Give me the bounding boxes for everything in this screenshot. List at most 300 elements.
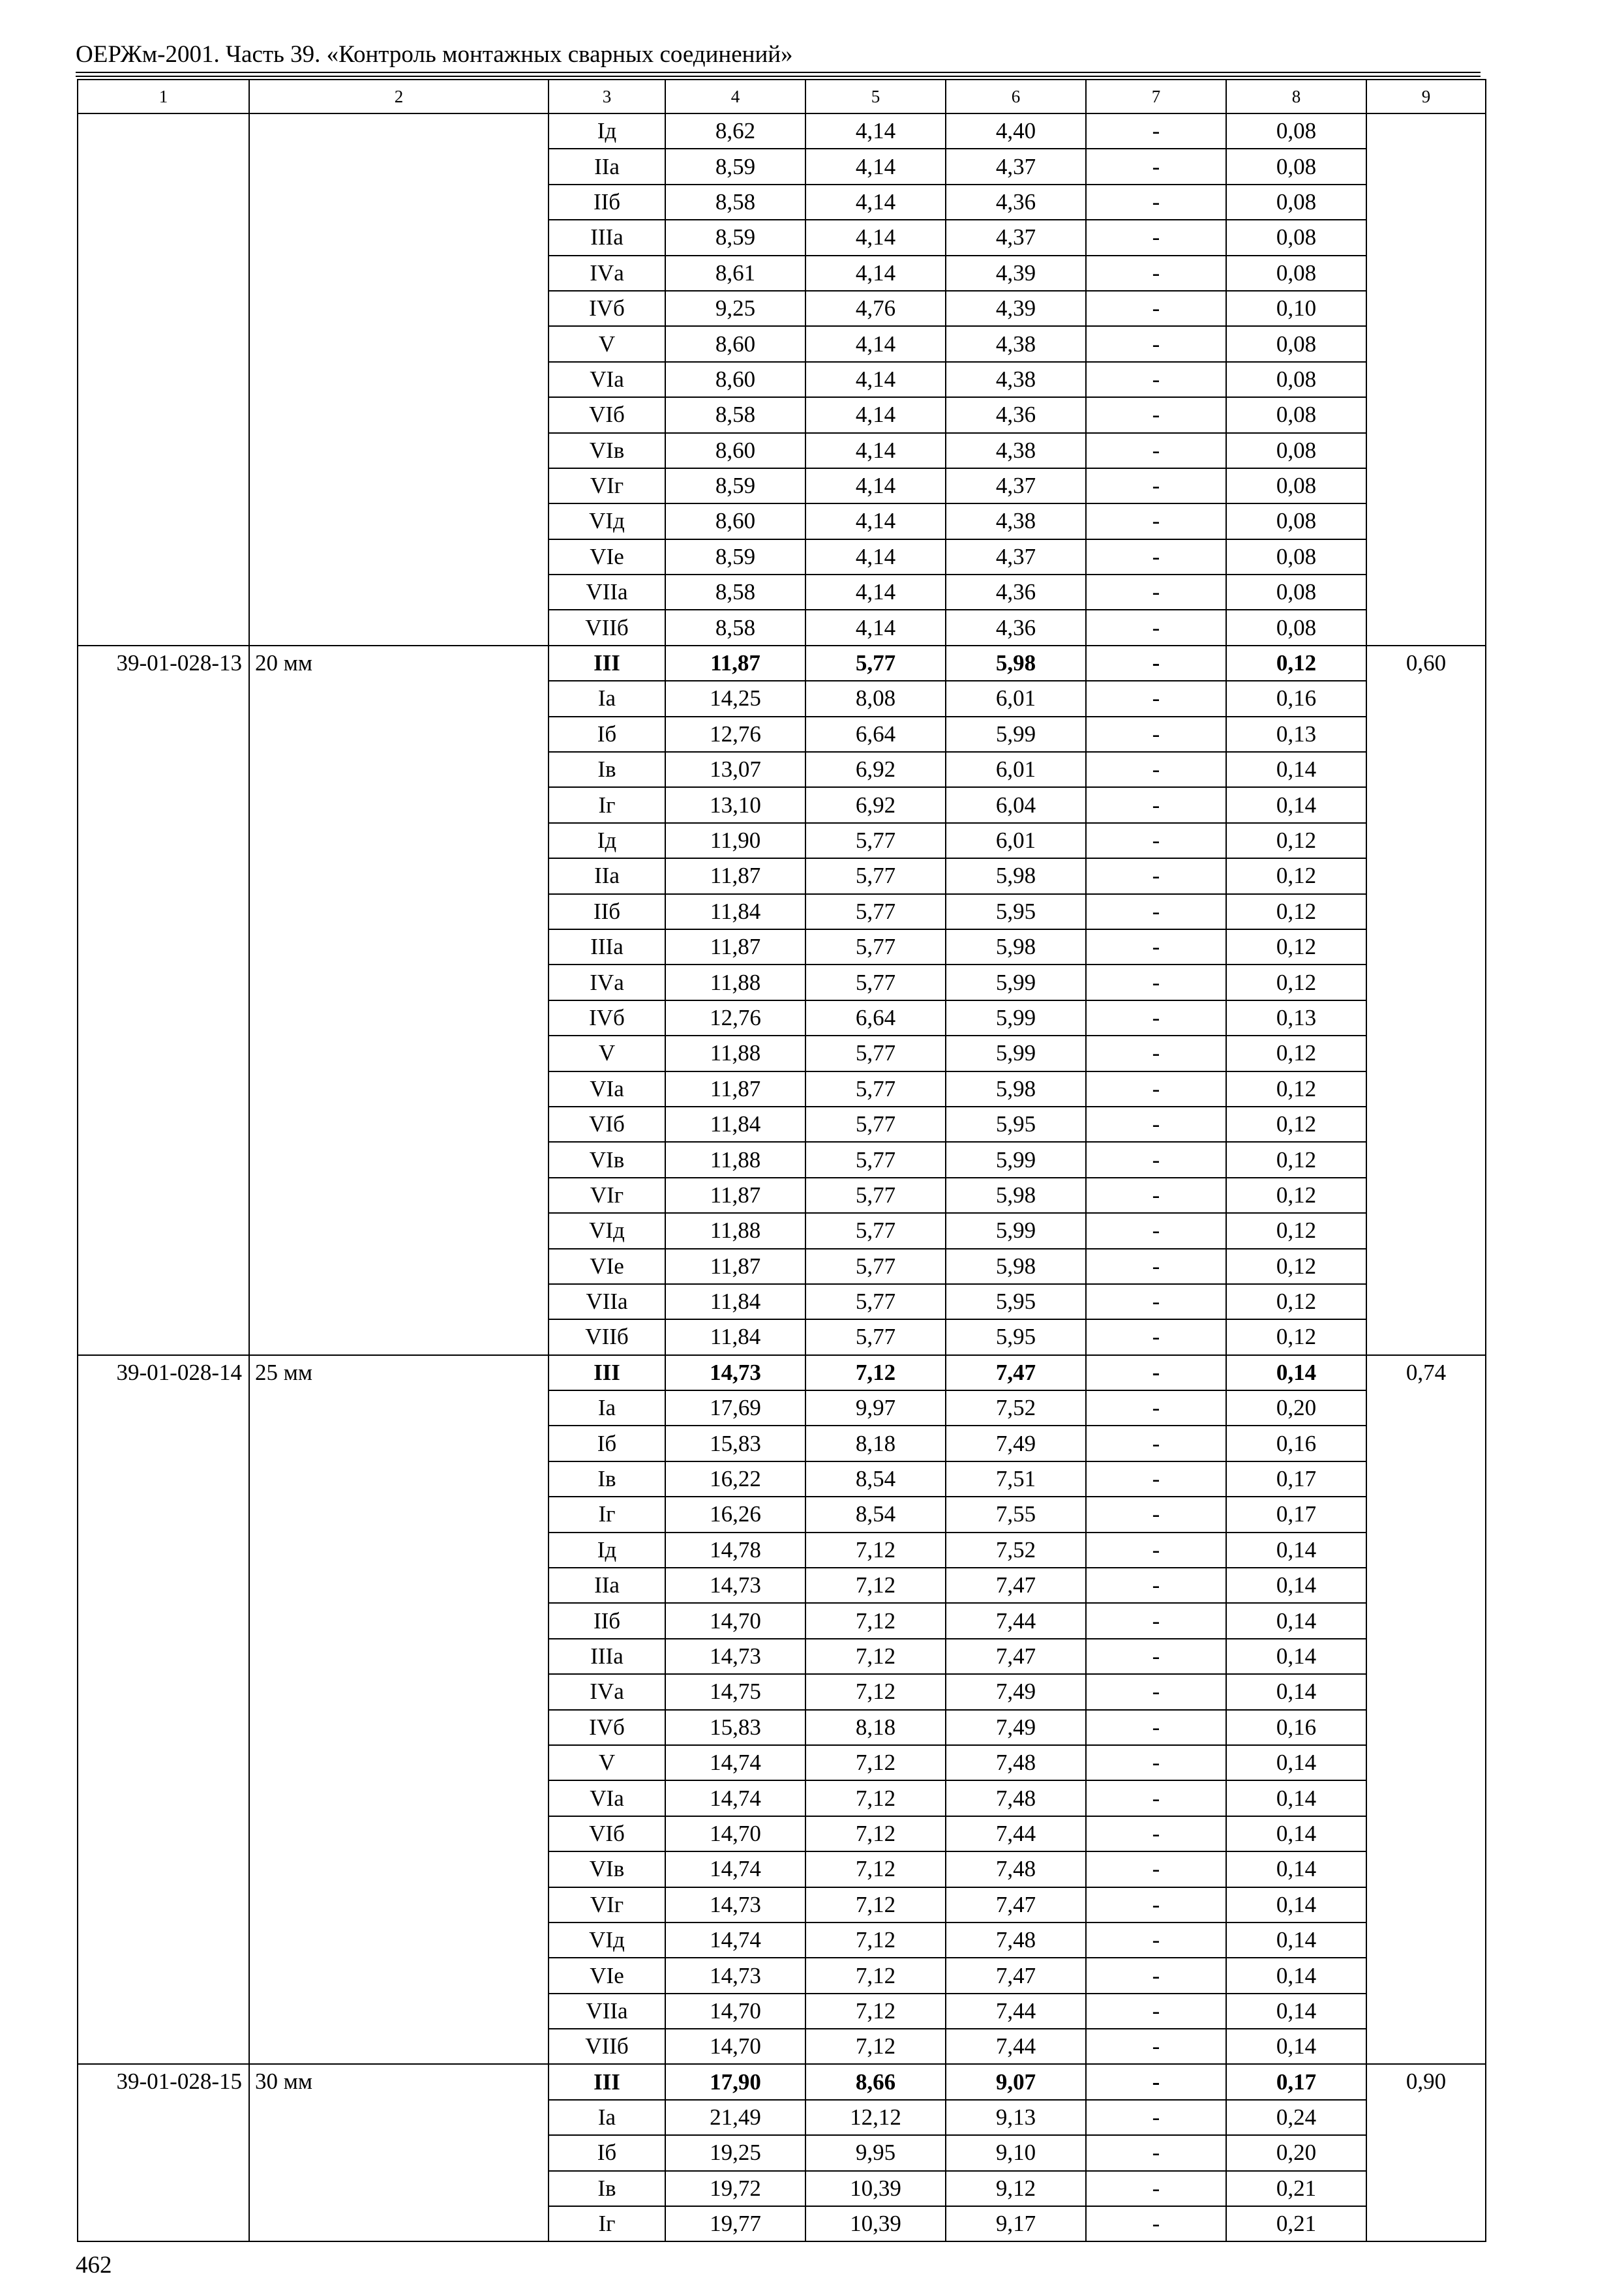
cell-col-4: 14,74 — [665, 1851, 805, 1887]
name-cell: 20 мм — [249, 646, 549, 1355]
cell-col-3: III — [549, 646, 665, 681]
cell-col-8: 0,12 — [1226, 823, 1366, 858]
column-number-6: 6 — [946, 80, 1086, 113]
cell-col-5: 7,12 — [805, 1816, 946, 1851]
cell-col-4: 14,73 — [665, 1887, 805, 1922]
cell-col-5: 8,54 — [805, 1461, 946, 1497]
cell-col-4: 15,83 — [665, 1426, 805, 1461]
cell-col-6: 6,04 — [946, 787, 1086, 822]
cell-col-6: 7,47 — [946, 1639, 1086, 1674]
cell-col-6: 7,49 — [946, 1674, 1086, 1709]
cell-col-6: 7,44 — [946, 1603, 1086, 1638]
cell-col-4: 14,73 — [665, 1568, 805, 1603]
table-body — [78, 80, 1486, 2241]
cell-col-3: IVб — [549, 291, 665, 326]
cell-col-3: Iг — [549, 1497, 665, 1532]
cell-col-8: 0,08 — [1226, 575, 1366, 610]
cell-col-8: 0,08 — [1226, 326, 1366, 361]
cell-col-8: 0,12 — [1226, 1178, 1366, 1213]
cell-col-3: IIIа — [549, 929, 665, 965]
cell-col-8: 0,13 — [1226, 717, 1366, 752]
cell-col-5: 7,12 — [805, 1355, 946, 1390]
cell-col-6: 4,38 — [946, 326, 1086, 361]
cell-col-6: 4,36 — [946, 575, 1086, 610]
cell-col-4: 19,72 — [665, 2171, 805, 2206]
cell-col-5: 4,14 — [805, 185, 946, 220]
cell-col-5: 5,77 — [805, 858, 946, 893]
cell-col-7: - — [1086, 787, 1226, 822]
cell-col-5: 6,64 — [805, 717, 946, 752]
cell-col-7: - — [1086, 1958, 1226, 1993]
cell-col-3: IVа — [549, 256, 665, 291]
cell-col-5: 4,14 — [805, 433, 946, 468]
cell-col-3: IIб — [549, 894, 665, 929]
cell-col-4: 19,25 — [665, 2135, 805, 2170]
cell-col-8: 0,12 — [1226, 1107, 1366, 1142]
cell-col-4: 8,60 — [665, 433, 805, 468]
cell-col-5: 8,18 — [805, 1426, 946, 1461]
cell-col-6: 7,48 — [946, 1922, 1086, 1958]
code-cell-empty — [78, 113, 249, 646]
cell-col-7: - — [1086, 149, 1226, 184]
cell-col-6: 5,95 — [946, 894, 1086, 929]
cell-col-3: VIIб — [549, 610, 665, 645]
cell-col-8: 0,20 — [1226, 2135, 1366, 2170]
cell-col-4: 11,88 — [665, 1142, 805, 1177]
column-number-3: 3 — [549, 80, 665, 113]
cell-col-5: 5,77 — [805, 894, 946, 929]
cell-col-8: 0,12 — [1226, 1142, 1366, 1177]
cell-col-8: 0,12 — [1226, 965, 1366, 1000]
cell-col-6: 4,40 — [946, 113, 1086, 149]
cell-col-8: 0,08 — [1226, 610, 1366, 645]
cell-col-7: - — [1086, 1426, 1226, 1461]
column-number-1: 1 — [78, 80, 249, 113]
cell-col-7: - — [1086, 539, 1226, 575]
cell-col-4: 14,73 — [665, 1355, 805, 1390]
name-cell: 25 мм — [249, 1355, 549, 2065]
cell-col-3: IIб — [549, 1603, 665, 1638]
cell-col-7: - — [1086, 1568, 1226, 1603]
cell-col-5: 7,12 — [805, 1922, 946, 1958]
cell-col-3: IVа — [549, 1674, 665, 1709]
cell-col-4: 21,49 — [665, 2100, 805, 2135]
cell-col-7: - — [1086, 1461, 1226, 1497]
cell-col-7: - — [1086, 1319, 1226, 1354]
cell-col-6: 9,12 — [946, 2171, 1086, 2206]
cell-col-5: 12,12 — [805, 2100, 946, 2135]
cell-col-6: 5,98 — [946, 646, 1086, 681]
cell-col-6: 5,98 — [946, 858, 1086, 893]
cell-col-7: - — [1086, 1603, 1226, 1638]
cell-col-4: 8,58 — [665, 610, 805, 645]
cell-col-8: 0,08 — [1226, 362, 1366, 397]
cell-col-5: 4,14 — [805, 256, 946, 291]
cell-col-4: 14,25 — [665, 681, 805, 716]
cell-col-6: 7,49 — [946, 1710, 1086, 1745]
cell-col-7: - — [1086, 468, 1226, 503]
cell-col-4: 8,61 — [665, 256, 805, 291]
cell-col-5: 7,12 — [805, 1568, 946, 1603]
cell-col-8: 0,14 — [1226, 1568, 1366, 1603]
cell-col-6: 7,47 — [946, 1568, 1086, 1603]
cell-col-4: 12,76 — [665, 717, 805, 752]
cell-col-8: 0,14 — [1226, 1922, 1366, 1958]
cell-col-8: 0,13 — [1226, 1000, 1366, 1036]
cell-col-8: 0,14 — [1226, 2029, 1366, 2064]
cell-col-8: 0,14 — [1226, 1816, 1366, 1851]
cell-col-8: 0,14 — [1226, 1851, 1366, 1887]
cell-col-5: 7,12 — [805, 1887, 946, 1922]
cell-col-5: 5,77 — [805, 1071, 946, 1107]
cell-col-4: 8,58 — [665, 397, 805, 432]
cell-col-8: 0,17 — [1226, 1497, 1366, 1532]
cell-col-7: - — [1086, 1851, 1226, 1887]
column-number-4: 4 — [665, 80, 805, 113]
cell-col-4: 14,73 — [665, 1639, 805, 1674]
cell-col-3: VIе — [549, 539, 665, 575]
cell-col-3: VIг — [549, 1178, 665, 1213]
cell-col-6: 7,44 — [946, 1816, 1086, 1851]
cell-col-5: 5,77 — [805, 1178, 946, 1213]
cell-col-7: - — [1086, 1000, 1226, 1036]
cell-col-7: - — [1086, 362, 1226, 397]
cell-col-4: 8,58 — [665, 575, 805, 610]
cell-col-4: 11,88 — [665, 1036, 805, 1071]
cell-col-4: 11,84 — [665, 1107, 805, 1142]
cell-col-8: 0,08 — [1226, 539, 1366, 575]
cell-col-4: 11,87 — [665, 646, 805, 681]
cell-col-5: 4,14 — [805, 149, 946, 184]
cell-col-5: 4,14 — [805, 468, 946, 503]
cell-col-3: Iа — [549, 1390, 665, 1426]
cell-col-7: - — [1086, 2029, 1226, 2064]
cell-col-4: 12,76 — [665, 1000, 805, 1036]
col9-cell: 0,90 — [1366, 2064, 1486, 2241]
cell-col-8: 0,20 — [1226, 1390, 1366, 1426]
cell-col-4: 17,90 — [665, 2064, 805, 2099]
cell-col-4: 11,87 — [665, 1249, 805, 1284]
column-number-row — [78, 80, 1486, 113]
cell-col-6: 5,99 — [946, 717, 1086, 752]
cell-col-5: 4,14 — [805, 610, 946, 645]
cell-col-8: 0,16 — [1226, 681, 1366, 716]
cell-col-6: 4,36 — [946, 397, 1086, 432]
cell-col-3: III — [549, 2064, 665, 2099]
cell-col-5: 5,77 — [805, 823, 946, 858]
cell-col-4: 13,07 — [665, 752, 805, 787]
cell-col-7: - — [1086, 681, 1226, 716]
cell-col-4: 14,70 — [665, 1603, 805, 1638]
cell-col-3: VIе — [549, 1249, 665, 1284]
cell-col-8: 0,14 — [1226, 1994, 1366, 2029]
cell-col-6: 5,99 — [946, 1142, 1086, 1177]
cell-col-6: 5,99 — [946, 965, 1086, 1000]
cell-col-7: - — [1086, 220, 1226, 255]
cell-col-6: 5,99 — [946, 1213, 1086, 1248]
cell-col-8: 0,17 — [1226, 1461, 1366, 1497]
cell-col-3: Iв — [549, 2171, 665, 2206]
cell-col-5: 4,76 — [805, 291, 946, 326]
cell-col-7: - — [1086, 894, 1226, 929]
cell-col-7: - — [1086, 1284, 1226, 1319]
cell-col-8: 0,16 — [1226, 1710, 1366, 1745]
cell-col-3: VIб — [549, 397, 665, 432]
cell-col-4: 15,83 — [665, 1710, 805, 1745]
cell-col-4: 8,59 — [665, 539, 805, 575]
cell-col-7: - — [1086, 610, 1226, 645]
cell-col-6: 4,37 — [946, 220, 1086, 255]
cell-col-3: IIа — [549, 858, 665, 893]
cell-col-6: 7,47 — [946, 1355, 1086, 1390]
cell-col-4: 11,87 — [665, 858, 805, 893]
cell-col-5: 5,77 — [805, 1107, 946, 1142]
cell-col-6: 4,36 — [946, 185, 1086, 220]
cell-col-8: 0,08 — [1226, 503, 1366, 539]
cell-col-6: 4,37 — [946, 149, 1086, 184]
cell-col-5: 10,39 — [805, 2171, 946, 2206]
cell-col-5: 8,18 — [805, 1710, 946, 1745]
cell-col-6: 6,01 — [946, 823, 1086, 858]
cell-col-3: Iб — [549, 1426, 665, 1461]
cell-col-6: 7,48 — [946, 1745, 1086, 1780]
header-rule-upper — [76, 72, 1481, 73]
cell-col-6: 7,52 — [946, 1533, 1086, 1568]
cell-col-5: 4,14 — [805, 326, 946, 361]
cell-col-5: 5,77 — [805, 1284, 946, 1319]
cell-col-3: Iг — [549, 2206, 665, 2241]
cell-col-5: 7,12 — [805, 1674, 946, 1709]
cell-col-3: Iг — [549, 787, 665, 822]
cell-col-7: - — [1086, 256, 1226, 291]
cell-col-8: 0,14 — [1226, 1887, 1366, 1922]
cell-col-3: VIIа — [549, 1994, 665, 2029]
cell-col-3: Iд — [549, 113, 665, 149]
cell-col-5: 4,14 — [805, 575, 946, 610]
cell-col-5: 6,92 — [805, 752, 946, 787]
cell-col-5: 7,12 — [805, 1958, 946, 1993]
cell-col-8: 0,12 — [1226, 1036, 1366, 1071]
cell-col-8: 0,12 — [1226, 1213, 1366, 1248]
cell-col-5: 4,14 — [805, 220, 946, 255]
cell-col-6: 7,52 — [946, 1390, 1086, 1426]
cell-col-6: 5,95 — [946, 1319, 1086, 1354]
cell-col-3: VIг — [549, 468, 665, 503]
cell-col-7: - — [1086, 646, 1226, 681]
cell-col-6: 9,10 — [946, 2135, 1086, 2170]
cell-col-3: Iд — [549, 1533, 665, 1568]
cell-col-5: 4,14 — [805, 362, 946, 397]
cell-col-3: VIг — [549, 1887, 665, 1922]
cell-col-7: - — [1086, 1674, 1226, 1709]
cell-col-6: 6,01 — [946, 681, 1086, 716]
cell-col-3: Iв — [549, 752, 665, 787]
cell-col-6: 7,44 — [946, 1994, 1086, 2029]
column-number-2: 2 — [249, 80, 549, 113]
cell-col-8: 0,12 — [1226, 646, 1366, 681]
cell-col-8: 0,14 — [1226, 1958, 1366, 1993]
cell-col-5: 9,95 — [805, 2135, 946, 2170]
cell-col-7: - — [1086, 433, 1226, 468]
cell-col-7: - — [1086, 1994, 1226, 2029]
cell-col-7: - — [1086, 1355, 1226, 1390]
cell-col-7: - — [1086, 1745, 1226, 1780]
cell-col-3: IIIа — [549, 1639, 665, 1674]
col9-cell-empty — [1366, 113, 1486, 646]
cell-col-5: 8,08 — [805, 681, 946, 716]
cell-col-7: - — [1086, 858, 1226, 893]
cell-col-8: 0,14 — [1226, 787, 1366, 822]
name-cell: 30 мм — [249, 2064, 549, 2241]
cell-col-4: 9,25 — [665, 291, 805, 326]
cell-col-4: 11,88 — [665, 1213, 805, 1248]
cell-col-4: 14,70 — [665, 1994, 805, 2029]
cell-col-6: 7,47 — [946, 1958, 1086, 1993]
cell-col-3: IIIа — [549, 220, 665, 255]
cell-col-6: 5,98 — [946, 1249, 1086, 1284]
cell-col-7: - — [1086, 823, 1226, 858]
column-number-8: 8 — [1226, 80, 1366, 113]
cell-col-7: - — [1086, 1497, 1226, 1532]
cell-col-7: - — [1086, 717, 1226, 752]
cell-col-4: 8,62 — [665, 113, 805, 149]
cell-col-5: 5,77 — [805, 1213, 946, 1248]
cell-col-4: 8,60 — [665, 503, 805, 539]
cell-col-4: 8,59 — [665, 149, 805, 184]
code-cell: 39-01-028-15 — [78, 2064, 249, 2241]
cell-col-4: 11,90 — [665, 823, 805, 858]
cell-col-8: 0,08 — [1226, 468, 1366, 503]
cell-col-8: 0,10 — [1226, 291, 1366, 326]
cell-col-6: 7,49 — [946, 1426, 1086, 1461]
cell-col-8: 0,16 — [1226, 1426, 1366, 1461]
cell-col-6: 4,37 — [946, 468, 1086, 503]
cell-col-7: - — [1086, 1107, 1226, 1142]
cell-col-8: 0,14 — [1226, 1780, 1366, 1816]
cell-col-5: 7,12 — [805, 1745, 946, 1780]
cell-col-3: VIа — [549, 1780, 665, 1816]
column-number-7: 7 — [1086, 80, 1226, 113]
cell-col-6: 4,38 — [946, 433, 1086, 468]
cell-col-5: 10,39 — [805, 2206, 946, 2241]
cell-col-7: - — [1086, 965, 1226, 1000]
cell-col-3: VIв — [549, 1851, 665, 1887]
cell-col-7: - — [1086, 1639, 1226, 1674]
cell-col-3: VIв — [549, 1142, 665, 1177]
cell-col-3: Iа — [549, 2100, 665, 2135]
cell-col-4: 14,74 — [665, 1922, 805, 1958]
cell-col-4: 14,70 — [665, 2029, 805, 2064]
cell-col-4: 8,59 — [665, 468, 805, 503]
cell-col-7: - — [1086, 575, 1226, 610]
cell-col-5: 8,66 — [805, 2064, 946, 2099]
cell-col-7: - — [1086, 1922, 1226, 1958]
cell-col-4: 17,69 — [665, 1390, 805, 1426]
cell-col-5: 7,12 — [805, 1639, 946, 1674]
cell-col-8: 0,21 — [1226, 2171, 1366, 2206]
cell-col-5: 4,14 — [805, 503, 946, 539]
cell-col-6: 6,01 — [946, 752, 1086, 787]
cell-col-3: IVб — [549, 1000, 665, 1036]
cell-col-5: 5,77 — [805, 1142, 946, 1177]
cell-col-7: - — [1086, 2064, 1226, 2099]
cell-col-3: IIа — [549, 1568, 665, 1603]
cell-col-5: 5,77 — [805, 1036, 946, 1071]
cell-col-7: - — [1086, 2135, 1226, 2170]
cell-col-4: 16,22 — [665, 1461, 805, 1497]
cell-col-7: - — [1086, 1036, 1226, 1071]
cell-col-7: - — [1086, 1390, 1226, 1426]
cell-col-3: V — [549, 1745, 665, 1780]
cell-col-8: 0,12 — [1226, 1071, 1366, 1107]
cell-col-8: 0,14 — [1226, 1603, 1366, 1638]
cell-col-7: - — [1086, 2206, 1226, 2241]
cell-col-6: 5,98 — [946, 1071, 1086, 1107]
cell-col-6: 9,17 — [946, 2206, 1086, 2241]
cell-col-4: 14,75 — [665, 1674, 805, 1709]
cell-col-5: 4,14 — [805, 113, 946, 149]
cell-col-7: - — [1086, 326, 1226, 361]
cell-col-3: VIа — [549, 1071, 665, 1107]
cell-col-5: 6,92 — [805, 787, 946, 822]
cell-col-5: 7,12 — [805, 1603, 946, 1638]
cell-col-6: 4,38 — [946, 362, 1086, 397]
cell-col-4: 14,74 — [665, 1780, 805, 1816]
cell-col-5: 7,12 — [805, 1780, 946, 1816]
cell-col-4: 14,78 — [665, 1533, 805, 1568]
cell-col-7: - — [1086, 503, 1226, 539]
cell-col-8: 0,17 — [1226, 2064, 1366, 2099]
cell-col-8: 0,14 — [1226, 1745, 1366, 1780]
cell-col-5: 7,12 — [805, 2029, 946, 2064]
cell-col-3: VIе — [549, 1958, 665, 1993]
cell-col-4: 8,59 — [665, 220, 805, 255]
cell-col-3: IIа — [549, 149, 665, 184]
cell-col-8: 0,08 — [1226, 185, 1366, 220]
cell-col-3: IVб — [549, 1710, 665, 1745]
cell-col-7: - — [1086, 2171, 1226, 2206]
cell-col-8: 0,08 — [1226, 433, 1366, 468]
cell-col-5: 6,64 — [805, 1000, 946, 1036]
cell-col-8: 0,14 — [1226, 1674, 1366, 1709]
cell-col-4: 8,60 — [665, 326, 805, 361]
cell-col-7: - — [1086, 1533, 1226, 1568]
cell-col-3: VIд — [549, 1922, 665, 1958]
cell-col-3: Iв — [549, 1461, 665, 1497]
cell-col-3: VIв — [549, 433, 665, 468]
cell-col-3: VIа — [549, 362, 665, 397]
cell-col-5: 4,14 — [805, 539, 946, 575]
cell-col-3: V — [549, 326, 665, 361]
cell-col-3: VIб — [549, 1816, 665, 1851]
cell-col-7: - — [1086, 1780, 1226, 1816]
cell-col-5: 9,97 — [805, 1390, 946, 1426]
cell-col-7: - — [1086, 1710, 1226, 1745]
cell-col-3: V — [549, 1036, 665, 1071]
cell-col-3: IVа — [549, 965, 665, 1000]
cell-col-8: 0,14 — [1226, 1533, 1366, 1568]
cell-col-3: Iа — [549, 681, 665, 716]
cell-col-5: 5,77 — [805, 646, 946, 681]
cell-col-4: 11,87 — [665, 1071, 805, 1107]
cell-col-4: 8,58 — [665, 185, 805, 220]
cell-col-6: 5,95 — [946, 1284, 1086, 1319]
col9-cell: 0,74 — [1366, 1355, 1486, 2065]
cell-col-3: VIIа — [549, 1284, 665, 1319]
cell-col-6: 9,07 — [946, 2064, 1086, 2099]
cell-col-6: 4,39 — [946, 256, 1086, 291]
cell-col-5: 5,77 — [805, 1319, 946, 1354]
